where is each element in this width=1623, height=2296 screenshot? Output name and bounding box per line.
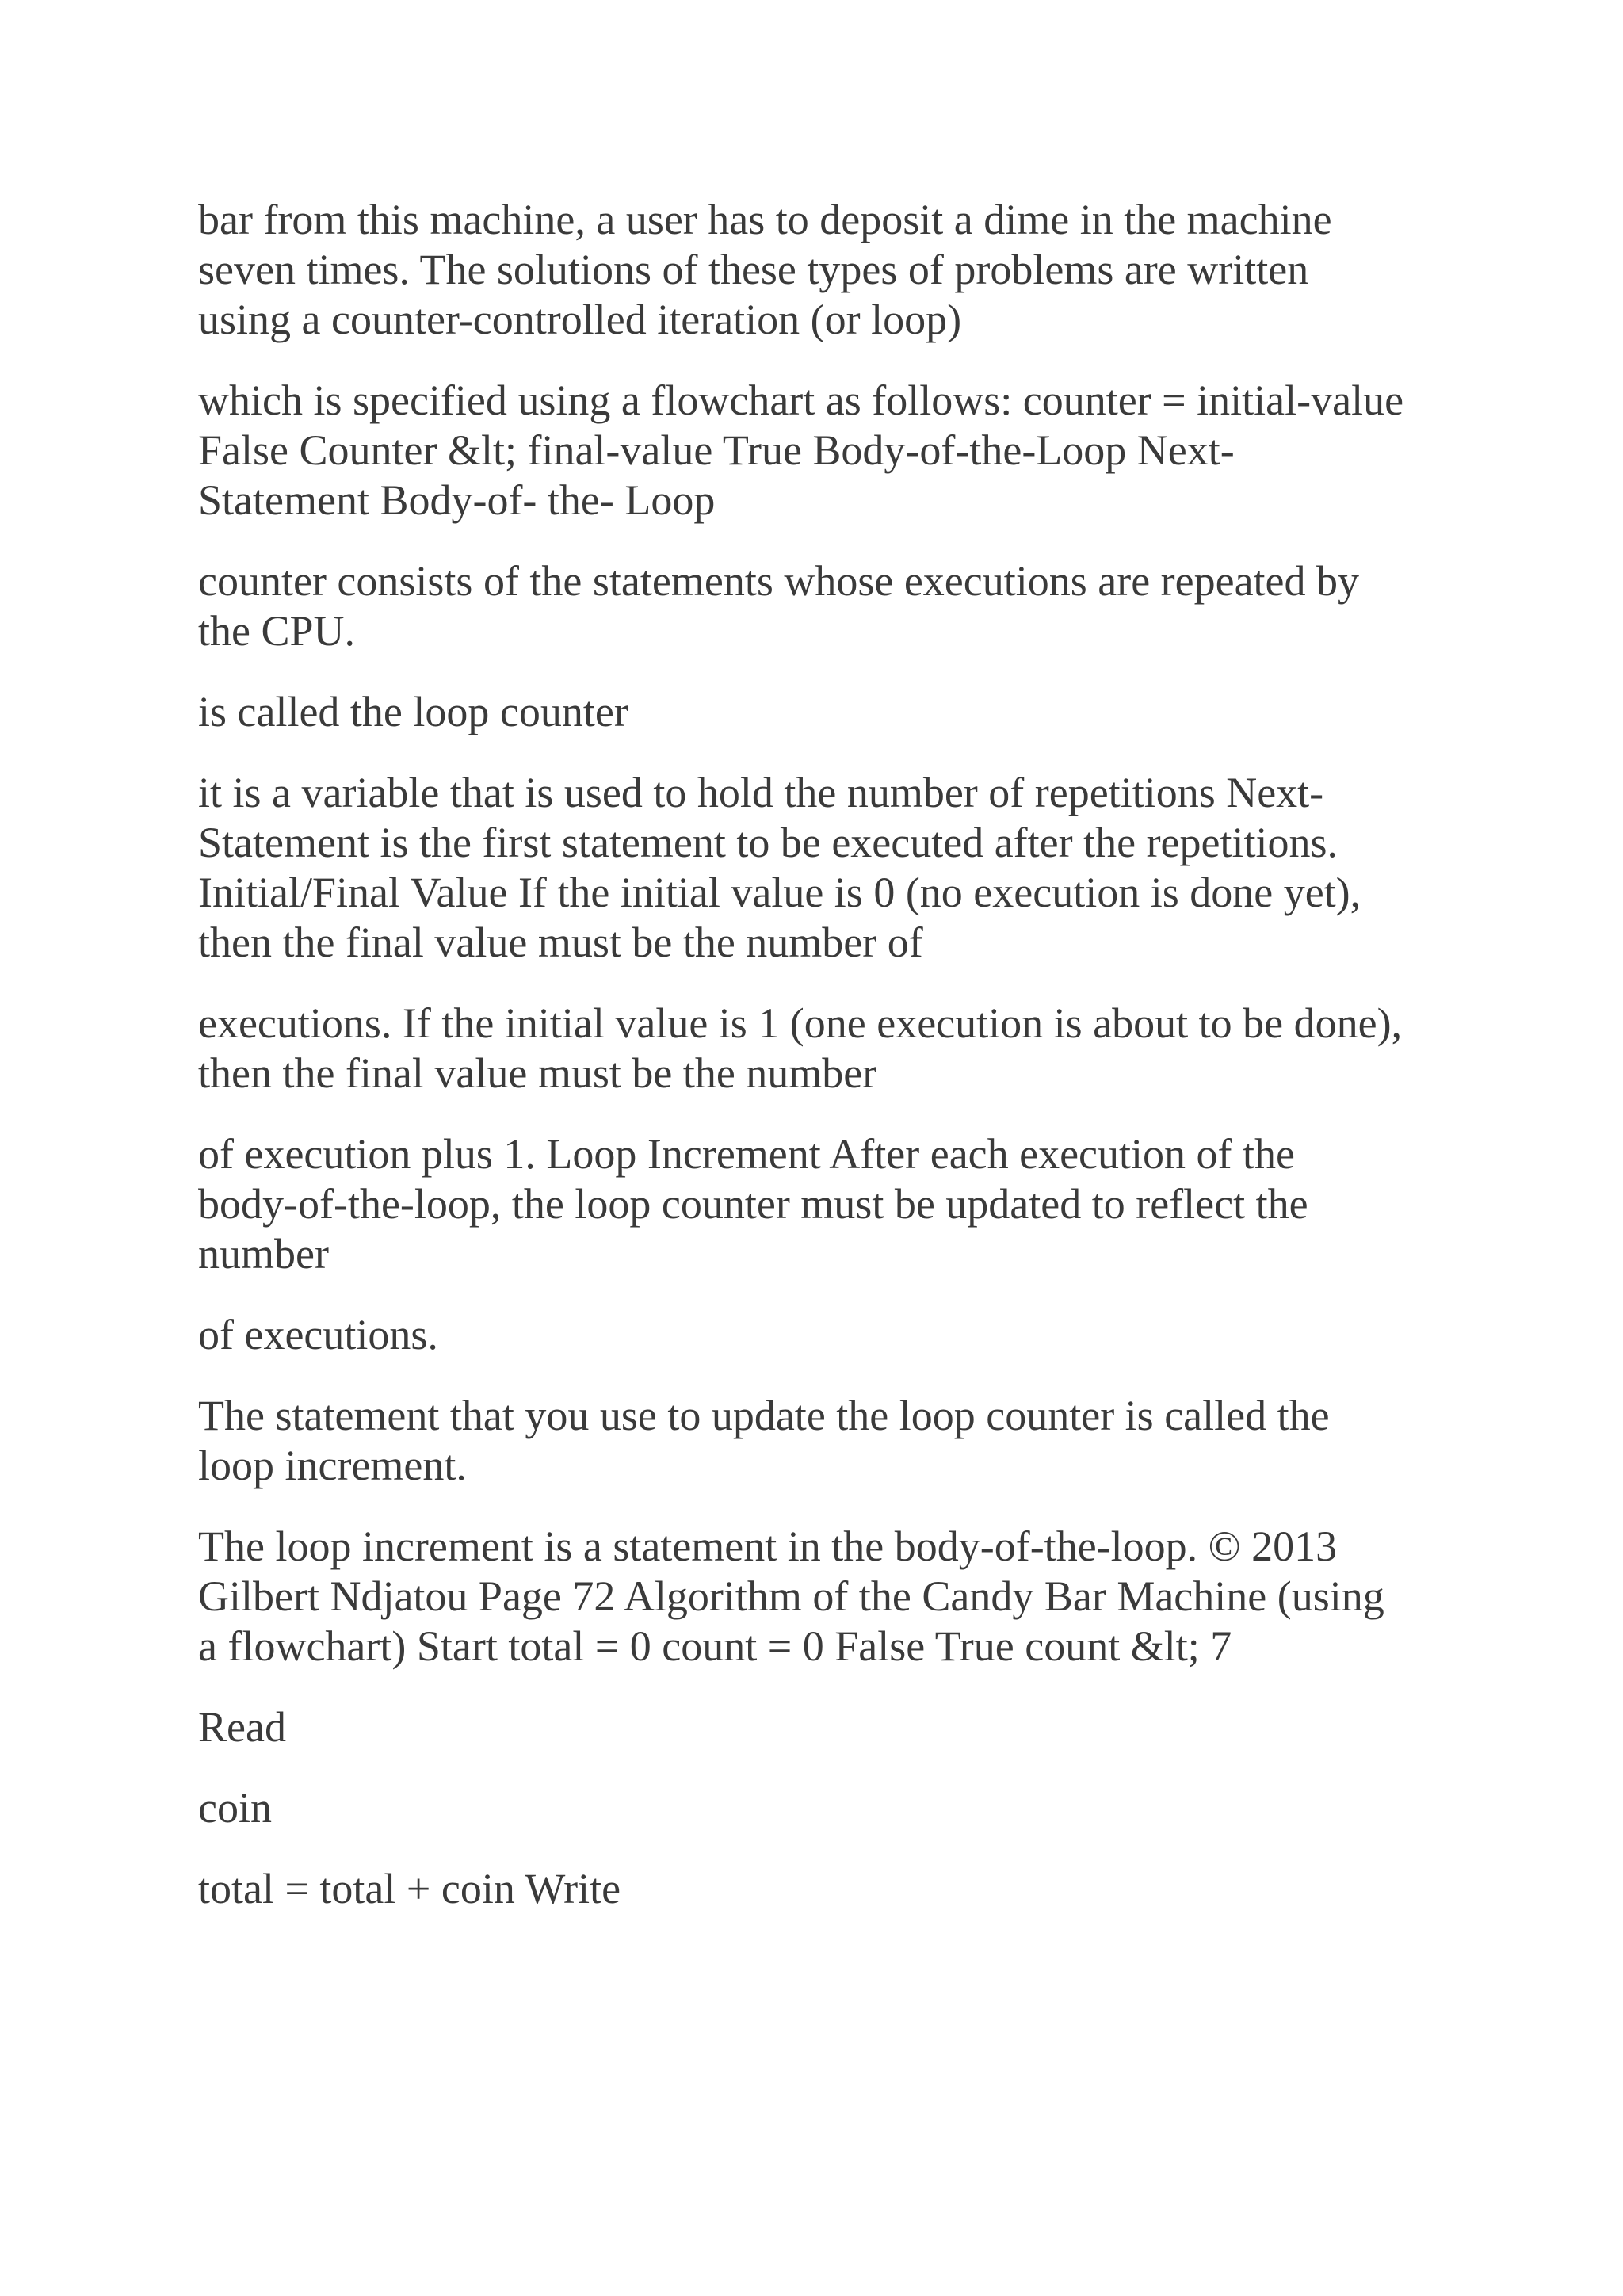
text-line: Statement is the first statement to be executed after the repetitions.	[198, 819, 1338, 866]
text-line: total = total + coin Write	[198, 1865, 621, 1912]
text-line: False Counter &lt; final-value True Body-of-the-Loop Next-	[198, 426, 1235, 474]
paragraph	[198, 687, 1466, 737]
text-line: body-of-the-loop, the loop counter must be updated to reflect the	[198, 1180, 1308, 1228]
paragraph	[198, 1129, 1466, 1279]
paragraph	[198, 1310, 1466, 1360]
text-line: Initial/Final Value If the initial value is 0 (no execution is done yet),	[198, 869, 1361, 916]
text-line: it is a variable that is used to hold the number of repetitions Next-	[198, 769, 1324, 816]
text-line: number	[198, 1230, 329, 1278]
paragraph	[198, 1783, 1466, 1833]
document-body	[198, 195, 1466, 1945]
text-line: coin	[198, 1784, 272, 1832]
text-line: a flowchart) Start total = 0 count = 0 False True count &lt; 7	[198, 1622, 1232, 1670]
text-line: Read	[198, 1703, 286, 1751]
text-line: loop increment.	[198, 1442, 467, 1489]
paragraph	[198, 1864, 1466, 1914]
paragraph	[198, 556, 1466, 656]
text-line: is called the loop counter	[198, 688, 628, 735]
text-line: Gilbert Ndjatou Page 72 Algorithm of the Candy Bar Machine (using	[198, 1572, 1384, 1620]
paragraph	[198, 376, 1466, 525]
paragraph	[198, 999, 1466, 1098]
text-line: Statement Body-of- the- Loop	[198, 476, 716, 524]
text-line: The loop increment is a statement in the body-of-the-loop. © 2013	[198, 1522, 1338, 1570]
text-line: the CPU.	[198, 607, 356, 655]
text-line: of executions.	[198, 1311, 438, 1358]
text-line: The statement that you use to update the loop counter is called the	[198, 1392, 1330, 1439]
text-line: bar from this machine, a user has to deposit a dime in the machine	[198, 196, 1332, 243]
text-line: of execution plus 1. Loop Increment After each execution of the	[198, 1130, 1295, 1178]
paragraph	[198, 1702, 1466, 1752]
paragraph	[198, 1391, 1466, 1491]
paragraph	[198, 1522, 1466, 1671]
text-line: then the final value must be the number	[198, 1049, 877, 1097]
paragraph	[198, 195, 1466, 345]
text-line: counter consists of the statements whose executions are repeated by	[198, 557, 1360, 605]
text-line: using a counter-controlled iteration (or loop)	[198, 296, 962, 343]
text-line: which is specified using a flowchart as follows: counter = initial-value	[198, 376, 1404, 424]
text-line: then the final value must be the number of	[198, 919, 923, 966]
text-line: seven times. The solutions of these types of problems are written	[198, 246, 1309, 293]
text-line: executions. If the initial value is 1 (one execution is about to be done),	[198, 999, 1403, 1047]
paragraph	[198, 768, 1466, 968]
